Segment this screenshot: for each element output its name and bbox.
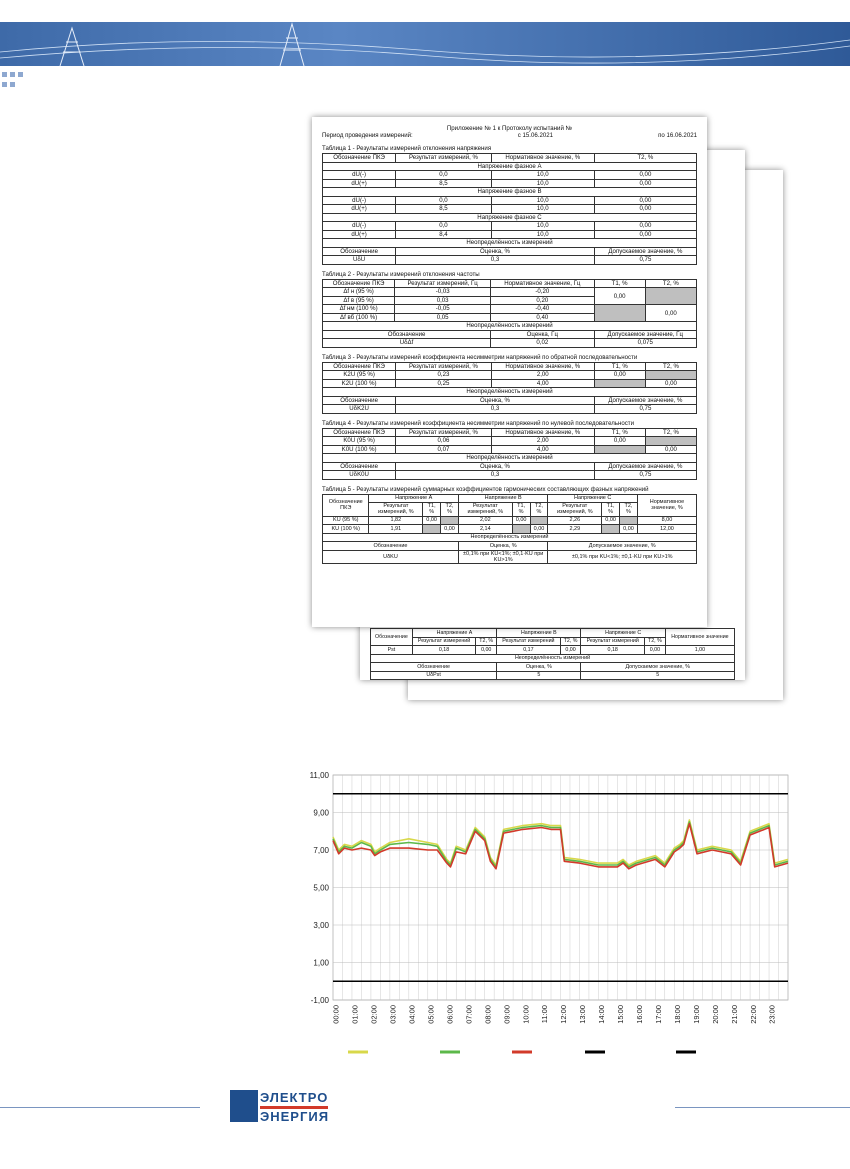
x-tick-label: 09:00: [502, 1005, 512, 1024]
t1-h: Обозначение ПКЭ: [323, 154, 396, 163]
power-line-graphic: [0, 22, 850, 66]
mid-ur: 5: [581, 671, 735, 680]
table3: Обозначение ПКЭ Результат измерений, % Нормативное значение, % T1, % T2, % K2U (95 %) 0,23 2,00 0,00 K2U (100 %) 0,25 4,00 0,00 Неопределённость измерений Обозначение Оценка, % Допускаемое значение, % UδK2U 0,3 0,75: [322, 362, 697, 414]
mid-cell: Pst: [371, 646, 413, 655]
mid-uh: Оценка, %: [497, 663, 581, 672]
y-tick-label: 11,00: [309, 771, 329, 780]
table4-title: Таблица 4 - Результаты измерений коэффициента несимметрии напряжений по нулевой последовательности: [322, 419, 634, 427]
table5-title: Таблица 5 - Результаты измерений суммарных коэффициентов гармонических составляющих фазных напряжений: [322, 485, 649, 493]
y-tick-label: 5,00: [313, 883, 329, 893]
y-tick-label: 9,00: [313, 808, 329, 818]
mid-sub: T2, %: [560, 637, 581, 646]
voltage-line-chart: [300, 765, 800, 1065]
x-tick-label: 08:00: [483, 1005, 493, 1024]
x-tick-label: 21:00: [729, 1005, 739, 1024]
y-tick-label: 1,00: [313, 958, 329, 968]
t1-phase-a: Напряжение фазное A: [323, 162, 697, 171]
mid-h-a: Напряжение A: [412, 629, 496, 638]
t1-phase-c: Напряжение фазное C: [323, 213, 697, 222]
logo-text-bottom: ЭНЕРГИЯ: [260, 1109, 330, 1124]
x-tick-label: 22:00: [748, 1005, 758, 1024]
x-tick-label: 15:00: [616, 1005, 626, 1024]
document-page-front: [312, 117, 707, 627]
footer-line-right: [675, 1107, 850, 1108]
mid-cell: 0,00: [476, 646, 497, 655]
x-tick-label: 14:00: [597, 1005, 607, 1024]
x-tick-label: 16:00: [635, 1005, 645, 1024]
mid-cell: 0,18: [581, 646, 644, 655]
mid-h-c: Напряжение C: [581, 629, 665, 638]
mid-cell: 0,17: [497, 646, 560, 655]
mid-ur: UδPst: [371, 671, 497, 680]
mid-sub: Результат измерений: [581, 637, 644, 646]
mid-ur: 5: [497, 671, 581, 680]
x-tick-label: 18:00: [672, 1005, 682, 1024]
t1-h: Нормативное значение, %: [491, 154, 594, 163]
table2: Обозначение ПКЭ Результат измерений, Гц Нормативное значение, Гц T1, % T2, % Δf н (95 %) -0,03 -0,20 0,00 Δf в (95 %) 0,03 0,20 Δf нм (100 %) -0,05 -0,40 0,00 Δf вб (100 %) 0,05 0,40 Неопределённость измерений Обозначение Оценка, Гц Допускаемое значение, Гц UδΔf 0,02 0,075: [322, 279, 697, 348]
x-tick-label: 11:00: [540, 1005, 550, 1024]
mid-uncertainty: Неопределённость измерений: [371, 654, 735, 663]
mid-cell: 0,00: [644, 646, 665, 655]
footer-line-left: [0, 1107, 200, 1108]
x-tick-label: 10:00: [521, 1005, 531, 1024]
company-logo: [230, 1090, 328, 1124]
table5: Обозначение ПКЭ Напряжение A Напряжение B Напряжение C Нормативное значение, % Результат измерений, % T1, % T2, % Результат измерений, % T1, % T2, % Результат измерений, % T1, % T2, % KU (95 %) 1,82 0,00 2,02 0,00 2,26 0,00 8,00 KU (100 %) 1,91 0,00 2,14 0,00 2,29 0,00 12,00 Неопределённость измерений Обозначение Оценка, % Допускаемое значение, % UδKU ±0,1% при KU<1%; ±0,1·KU при KU>1% ±0,1% при KU<1%; ±0,1·KU при KU>1%: [322, 494, 697, 565]
mid-cell: 1,00: [665, 646, 734, 655]
x-tick-label: 20:00: [710, 1005, 720, 1024]
x-tick-label: 17:00: [653, 1005, 663, 1024]
logo-emblem-icon: [230, 1090, 258, 1122]
mid-cell: 0,18: [412, 646, 475, 655]
x-tick-label: 19:00: [691, 1005, 701, 1024]
x-tick-label: 05:00: [426, 1005, 436, 1024]
x-tick-label: 03:00: [388, 1005, 398, 1024]
table2-title: Таблица 2 - Результаты измерений отклонения частоты: [322, 270, 480, 278]
mid-table: [370, 628, 735, 680]
header-banner: [0, 22, 850, 66]
mid-uh: Обозначение: [371, 663, 497, 672]
x-tick-label: 07:00: [464, 1005, 474, 1024]
mid-sub: Результат измерений: [497, 637, 560, 646]
table1: Обозначение ПКЭ Результат измерений, % Нормативное значение, % T2, % Напряжение фазное A dU(-) 0,0 10,0 0,00 dU(+) 8,5 10,0 0,00 Напряжение фазное B dU(-) 0,0 10,0 0,00 dU(+) 8,5 10,0 0,00 Напряжение фазное C dU(-) 0,0 10,0 0,00 dU(+) 8,4 10,0 0,00 Неопределённость измерений Обозначение Оценка, % Допускаемое значение, % UδU 0,3 0,75: [322, 153, 697, 265]
x-tick-label: 01:00: [350, 1005, 360, 1024]
mid-h-designation: Обозначение: [371, 629, 413, 646]
y-tick-label: 7,00: [313, 846, 329, 855]
protocol-title: Приложение № 1 к Протоколу испытаний №: [446, 125, 573, 132]
x-tick-label: 12:00: [559, 1005, 569, 1024]
y-tick-label: -1,00: [310, 996, 329, 1005]
x-tick-label: 23:00: [767, 1005, 777, 1024]
table3-title: Таблица 3 - Результаты измерений коэффициента несимметрии напряжений по обратной последовательности: [322, 353, 638, 361]
mid-h-norm: Нормативное значение: [665, 629, 734, 646]
t1-h: Результат измерений, %: [396, 154, 491, 163]
x-tick-label: 00:00: [331, 1005, 341, 1024]
mid-h-b: Напряжение B: [497, 629, 581, 638]
table4: Обозначение ПКЭ Результат измерений, % Нормативное значение, % T1, % T2, % K0U (95 %) 0,06 2,00 0,00 K0U (100 %) 0,07 4,00 0,00 Неопределённость измерений Обозначение Оценка, % Допускаемое значение, % UδK0U 0,3 0,75: [322, 428, 697, 480]
x-tick-label: 06:00: [445, 1005, 455, 1024]
x-tick-label: 13:00: [578, 1005, 588, 1024]
t1-h: T2, %: [594, 154, 696, 163]
mid-uh: Допускаемое значение, %: [581, 663, 735, 672]
y-tick-label: 3,00: [313, 921, 329, 930]
mid-sub: T2, %: [476, 637, 497, 646]
mid-sub: T2, %: [644, 637, 665, 646]
mid-sub: Результат измерений: [412, 637, 475, 646]
protocol-period: Период проведения измерений: с 15.06.2021 по 16.06.2021: [322, 132, 697, 139]
mid-cell: 0,00: [560, 646, 581, 655]
x-tick-label: 04:00: [407, 1005, 417, 1024]
table1-title: Таблица 1 - Результаты измерений отклонения напряжения: [322, 145, 492, 152]
t1-phase-b: Напряжение фазное B: [323, 188, 697, 197]
x-tick-label: 02:00: [369, 1005, 379, 1024]
logo-text-top: ЭЛЕКТРО: [260, 1090, 329, 1105]
